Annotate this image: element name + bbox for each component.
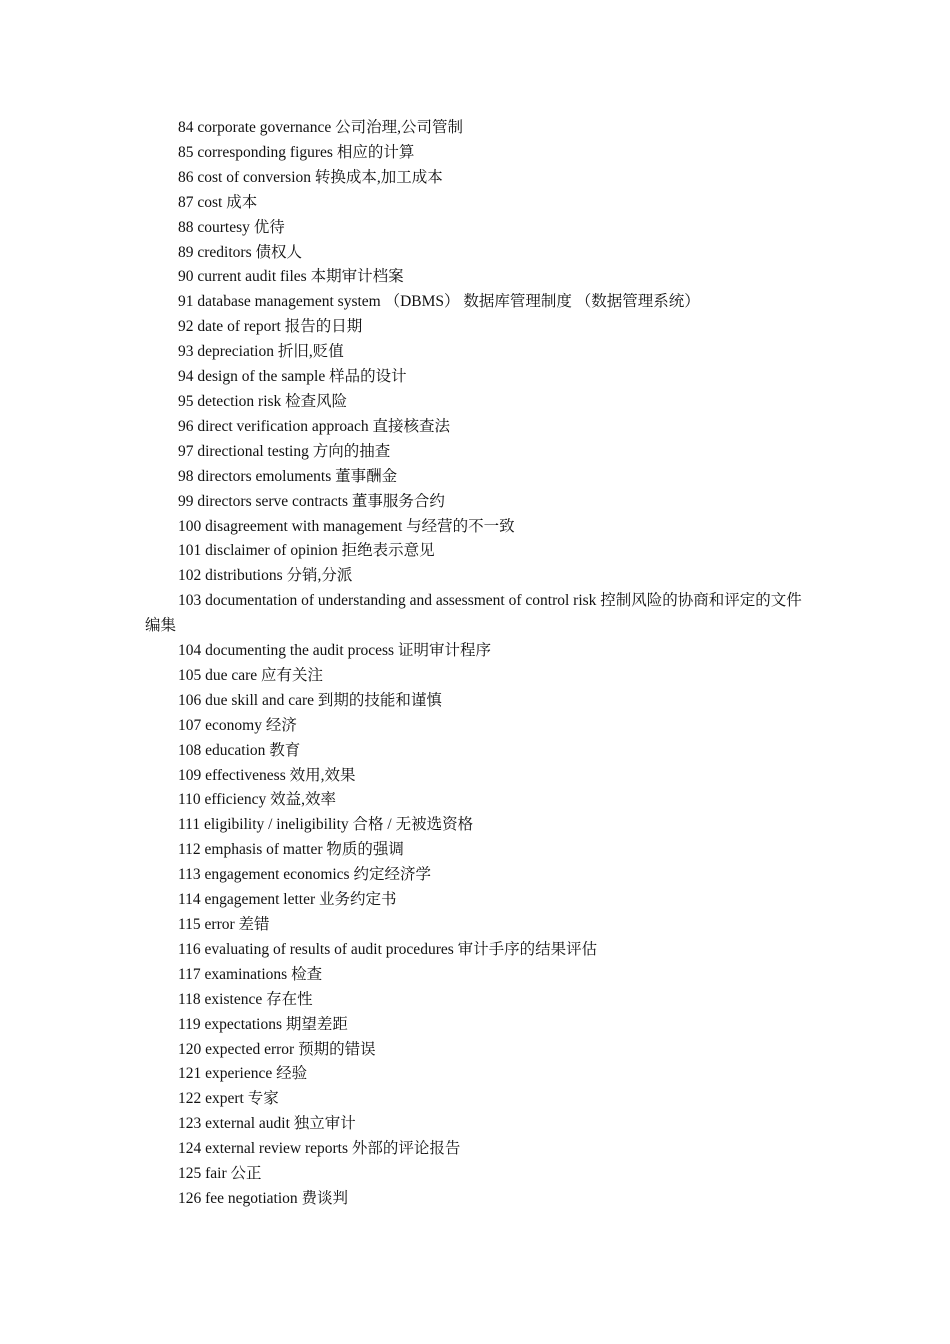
glossary-entry: 108 education 教育 <box>178 741 301 759</box>
glossary-entry: 84 corporate governance 公司治理,公司管制 <box>178 119 463 136</box>
glossary-entry: 112 emphasis of matter 物质的强调 <box>178 841 404 859</box>
glossary-entry: 86 cost of conversion 转换成本,加工成本 <box>178 168 443 186</box>
glossary-entry: 88 courtesy 优待 <box>178 218 285 236</box>
glossary-entry: 104 documenting the audit process 证明审计程序 <box>178 642 491 660</box>
glossary-entry: 92 date of report 报告的日期 <box>178 318 363 336</box>
glossary-entry: 98 directors emoluments 董事酬金 <box>178 467 398 485</box>
glossary-entry: 87 cost 成本 <box>178 193 258 211</box>
glossary-entry: 105 due care 应有关注 <box>178 666 324 684</box>
glossary-entry: 85 corresponding figures 相应的计算 <box>178 143 415 161</box>
glossary-entry: 118 existence 存在性 <box>178 990 313 1008</box>
glossary-entry: 99 directors serve contracts 董事服务合约 <box>178 492 445 510</box>
glossary-entry: 100 disagreement with management 与经营的不一致 <box>178 517 515 535</box>
glossary-entry: 123 external audit 独立审计 <box>178 1115 356 1133</box>
glossary-entry: 101 disclaimer of opinion 拒绝表示意见 <box>178 542 435 560</box>
glossary-entry: 116 evaluating of results of audit procedures 审计手序的结果评估 <box>178 940 598 958</box>
glossary-entry: 121 experience 经验 <box>178 1065 308 1083</box>
glossary-entry: 126 fee negotiation 费谈判 <box>178 1189 349 1207</box>
glossary-entry: 117 examinations 检查 <box>178 965 323 983</box>
glossary-list <box>145 116 815 1212</box>
glossary-entry: 111 eligibility / ineligibility 合格 / 无被选资格 <box>178 816 474 834</box>
glossary-entry: 89 creditors 债权人 <box>178 243 302 261</box>
glossary-entry: 91 database management system （DBMS） 数据库管理制度 （数据管理系统） <box>178 293 700 311</box>
glossary-entry: 94 design of the sample 样品的设计 <box>178 368 407 386</box>
glossary-entry: 97 directional testing 方向的抽查 <box>178 442 391 460</box>
glossary-entry: 102 distributions 分销,分派 <box>178 567 353 585</box>
glossary-entry: 103 documentation of understanding and assessment of control risk 控制风险的协商和评定的文件编集 <box>145 592 802 635</box>
glossary-entry: 106 due skill and care 到期的技能和谨慎 <box>178 691 442 709</box>
glossary-entry: 113 engagement economics 约定经济学 <box>178 866 431 884</box>
glossary-entry: 120 expected error 预期的错误 <box>178 1040 376 1058</box>
glossary-entry: 115 error 差错 <box>178 916 270 933</box>
glossary-entry: 96 direct verification approach 直接核查法 <box>178 417 451 435</box>
glossary-entry: 122 expert 专家 <box>178 1090 279 1108</box>
glossary-entry: 114 engagement letter 业务约定书 <box>178 891 397 909</box>
glossary-entry: 95 detection risk 检查风险 <box>178 392 348 410</box>
glossary-entry: 109 effectiveness 效用,效果 <box>178 766 356 784</box>
glossary-entry: 119 expectations 期望差距 <box>178 1015 348 1033</box>
glossary-entry: 107 economy 经济 <box>178 716 297 734</box>
glossary-entry: 110 efficiency 效益,效率 <box>178 791 336 809</box>
glossary-entry: 93 depreciation 折旧,贬值 <box>178 343 344 361</box>
glossary-entry: 124 external review reports 外部的评论报告 <box>178 1140 461 1158</box>
glossary-entry: 90 current audit files 本期审计档案 <box>178 268 404 286</box>
glossary-entry: 125 fair 公正 <box>178 1165 262 1183</box>
